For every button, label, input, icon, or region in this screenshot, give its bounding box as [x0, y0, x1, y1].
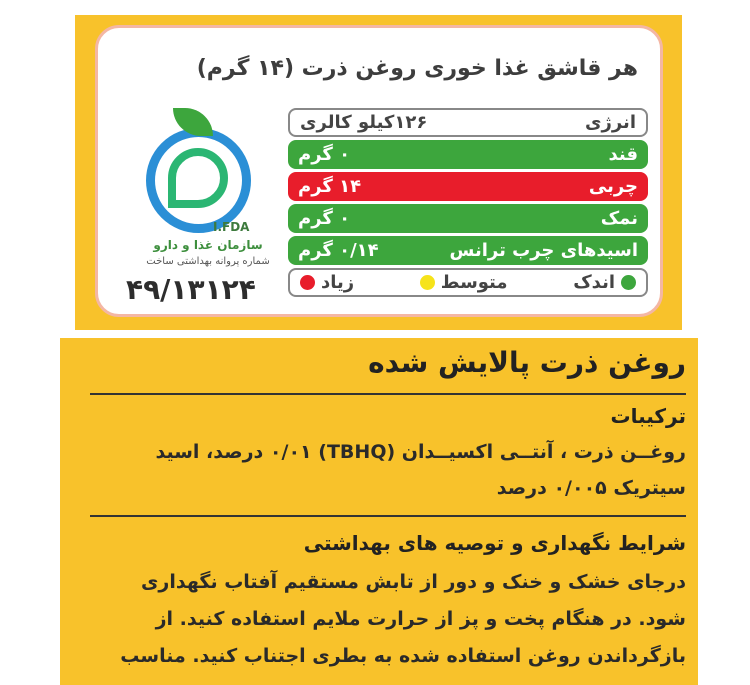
legend-medium-label: متوسط — [440, 272, 508, 293]
product-info-panel — [60, 338, 698, 685]
row-value: ۱۲۶کیلو کالری — [300, 112, 428, 133]
ingredients-line-1: روغــن ذرت ، آنتــی اکسیــدان (TBHQ) ۰/۰۱ درصد، اسید — [155, 441, 686, 463]
row-value: ۱۴ گرم — [298, 176, 362, 197]
nutrition-row-sugar — [288, 140, 648, 169]
nutrition-panel — [75, 15, 682, 330]
nutrition-row-trans-fat — [288, 236, 648, 265]
row-label: اسیدهای چرب ترانس — [449, 240, 638, 261]
legend-medium — [420, 272, 508, 293]
yellow-dot-icon — [420, 275, 435, 290]
storage-line-3: بازگرداندن روغن استفاده شده به بطری اجتناب کنید. مناسب — [120, 645, 686, 667]
logo-permit-label: شماره پروانه بهداشتی ساخت — [146, 256, 270, 267]
nutrition-row-energy — [288, 108, 648, 137]
nutrition-row-fat — [288, 172, 648, 201]
ingredients-heading: ترکیبات — [610, 404, 686, 428]
legend-high — [300, 272, 354, 293]
legend-low-label: اندک — [573, 272, 615, 293]
logo-abbr: I.FDA — [213, 220, 250, 234]
divider — [90, 515, 686, 517]
red-dot-icon — [300, 275, 315, 290]
fda-logo — [128, 108, 278, 288]
nutrition-row-salt — [288, 204, 648, 233]
nutrition-title: هر قاشق غذا خوری روغن ذرت (۱۴ گرم) — [196, 56, 638, 81]
ingredients-line-2: سیتریک ۰/۰۰۵ درصد — [496, 477, 686, 499]
logo-sprout-icon — [168, 148, 228, 208]
nutrition-rows — [288, 108, 648, 300]
storage-line-1: درجای خشک و خنک و دور از تابش مستقیم آفتاب نگهداری — [141, 571, 686, 593]
permit-number: ۴۹/۱۳۱۲۴ — [126, 273, 256, 306]
legend-high-label: زیاد — [321, 272, 355, 293]
divider — [90, 393, 686, 395]
storage-heading: شرایط نگهداری و توصیه های بهداشتی — [303, 531, 686, 555]
legend-low — [573, 272, 636, 293]
storage-line-2: شود. در هنگام پخت و پز از حرارت ملایم استفاده کنید. از — [155, 608, 686, 630]
logo-org-name: سازمان غذا و دارو — [153, 238, 263, 252]
traffic-light-legend — [288, 268, 648, 297]
nutrition-card — [95, 25, 663, 317]
row-label: قند — [608, 144, 638, 165]
row-value: ۰ گرم — [298, 208, 351, 229]
row-label: نمک — [600, 208, 638, 229]
product-title: روغن ذرت پالایش شده — [368, 346, 686, 379]
row-value: ۰/۱۴ گرم — [298, 240, 379, 261]
row-value: ۰ گرم — [298, 144, 351, 165]
row-label: انرژی — [585, 112, 636, 133]
row-label: چربی — [588, 176, 638, 197]
green-dot-icon — [621, 275, 636, 290]
